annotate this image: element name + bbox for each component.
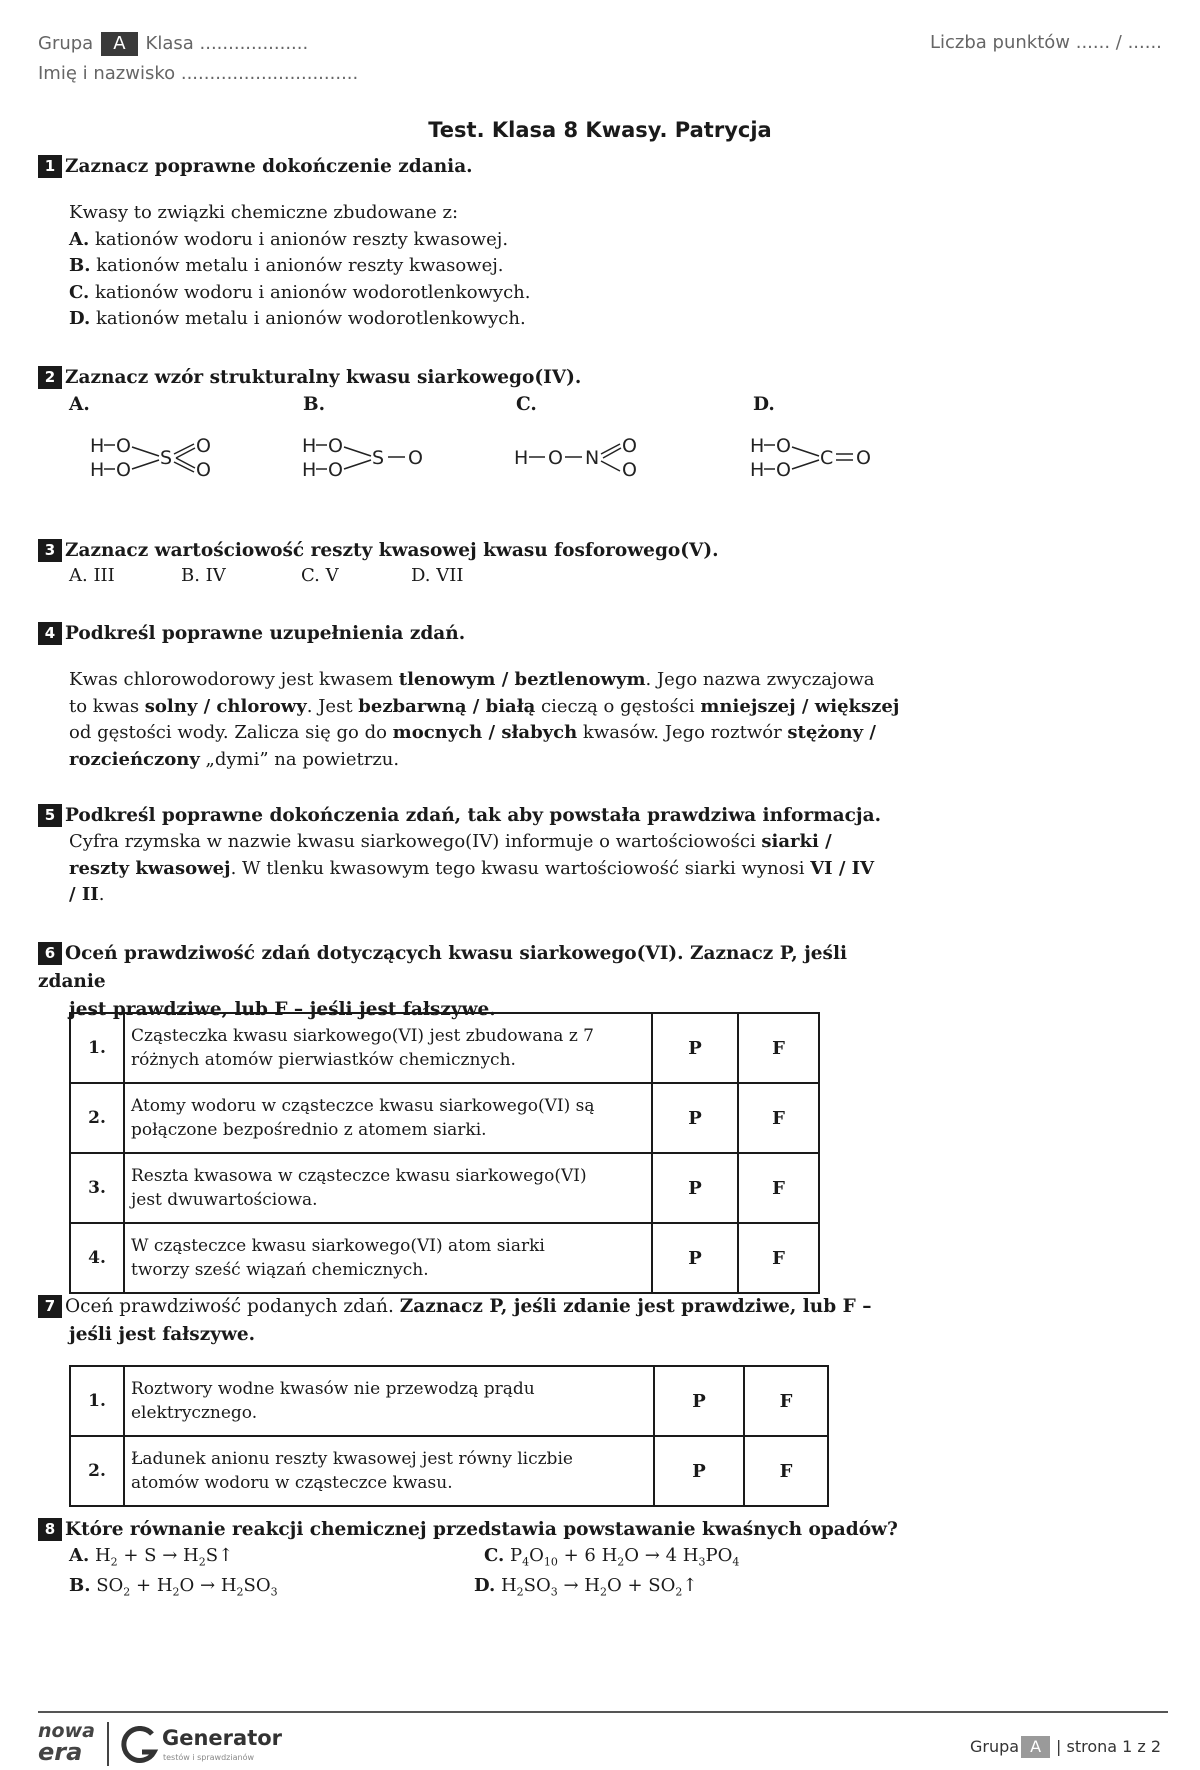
svg-text:H: H [750, 435, 765, 457]
svg-text:O: O [116, 435, 131, 457]
answer-p[interactable]: P [654, 1436, 744, 1506]
answer-f[interactable]: F [738, 1153, 819, 1223]
question-number: 2 [38, 366, 62, 389]
footer-logo-divider [107, 1722, 109, 1766]
question-1-title: 1 Zaznacz poprawne dokończenie zdania. [38, 153, 473, 181]
svg-text:O: O [622, 459, 637, 481]
table-row: 1. Roztwory wodne kwasów nie przewodzą prądu elektrycznego. P F [70, 1366, 828, 1436]
equation-d: D. $H_2SO_3 \to H_2O$ + $SO_2↑$ [474, 1575, 698, 1599]
header-group-row [38, 32, 308, 56]
question-4-line: to kwas solny / chlorowy. Jest bezbarwną / białą cieczą o gęstości mniejszej / większej [69, 695, 900, 717]
option-a: A. kationów wodoru i anionów reszty kwasowej. [69, 228, 509, 250]
choice-color: bezbarwną / białą [358, 695, 536, 717]
svg-text:H: H [90, 435, 105, 457]
table-row: 3. Reszta kwasowa w cząsteczce kwasu siarkowego(VI) jest dwuwartościowa. P F [70, 1153, 819, 1223]
question-5-body [69, 829, 929, 909]
svg-text:N: N [585, 447, 600, 469]
generator-subtitle: testów i sprawdzianów [163, 1753, 254, 1762]
question-3-option-b: B. IV [181, 565, 226, 586]
answer-f[interactable]: F [738, 1223, 819, 1293]
question-4-body [69, 667, 929, 773]
group-badge: A [101, 32, 137, 56]
question-6-title: 6 Oceń prawdziwość zdań dotyczących kwasu siarkowego(VI). Zaznacz P, jeśli zdanie jest prawdziwe, lub F – jeśli jest fałszywe. [38, 943, 848, 1020]
question-8-title: 8 Które równanie reakcji chemicznej przedstawia powstawanie kwaśnych opadów? [38, 1516, 898, 1544]
table-row: 2. Ładunek anionu reszty kwasowej jest równy liczbie atomów wodoru w cząsteczce kwasu. P F [70, 1436, 828, 1506]
svg-text:O: O [328, 435, 343, 457]
class-field: Klasa ................... [145, 33, 309, 54]
table-row: 2. Atomy wodoru w cząsteczce kwasu siarkowego(VI) są połączone bezpośrednio z atomem siarki. P F [70, 1083, 819, 1153]
svg-text:H: H [302, 459, 317, 481]
question-3-option-d: D. VII [411, 565, 464, 586]
svg-text:O: O [328, 459, 343, 481]
choice-element: siarki / [761, 831, 832, 852]
generator-logo-icon [120, 1726, 160, 1768]
structure-c-formula [512, 432, 652, 482]
choice-strength: mocnych / słabych [392, 722, 578, 743]
question-5-line: reszty kwasowej. W tlenku kwasowym tego kwasu wartościowość siarki wynosi VI / IV [69, 857, 875, 879]
question-number: 6 [38, 942, 62, 965]
answer-p[interactable]: P [652, 1153, 738, 1223]
question-number: 7 [38, 1295, 62, 1318]
answer-p[interactable]: P [654, 1366, 744, 1436]
svg-text:S: S [372, 447, 385, 469]
svg-text:H: H [514, 447, 529, 469]
choice-concentration: stężony / [787, 722, 876, 743]
svg-text:H: H [302, 435, 317, 457]
structure-c-label: C. [516, 394, 537, 415]
table-row: 4. W cząsteczce kwasu siarkowego(VI) atom siarki tworzy sześć wiązań chemicznych. P F [70, 1223, 819, 1293]
question-5-title: 5 Podkreśl poprawne dokończenia zdań, tak aby powstała prawdziwa informacja. [38, 802, 881, 830]
answer-f[interactable]: F [738, 1013, 819, 1083]
svg-text:S: S [160, 447, 173, 469]
answer-f[interactable]: F [738, 1083, 819, 1153]
question-2-title: 2 Zaznacz wzór strukturalny kwasu siarkowego(IV). [38, 364, 581, 392]
option-d: D. kationów metalu i anionów wodorotlenkowych. [69, 308, 526, 329]
choice-oxygen: tlenowym / beztlenowym [398, 669, 646, 690]
nowa-era-logo: nowa era [38, 1720, 95, 1766]
group-label: Grupa [38, 33, 94, 54]
option-c: C. kationów wodoru i anionów wodorotlenkowych. [69, 281, 531, 303]
svg-text:O: O [776, 459, 791, 481]
generator-name: Generator [162, 1726, 283, 1750]
question-4-line: Kwas chlorowodorowy jest kwasem tlenowym / beztlenowym. Jego nazwa zwyczajowa [69, 669, 875, 690]
question-number: 5 [38, 804, 62, 827]
question-1-body [69, 200, 899, 333]
question-4-title: 4 Podkreśl poprawne uzupełnienia zdań. [38, 620, 465, 648]
footer-group-badge: A [1021, 1736, 1050, 1758]
svg-text:H: H [750, 459, 765, 481]
svg-text:H: H [90, 459, 105, 481]
equation-c: C. $P_4O_{10} + 6$ $H_2O \to 4$ $H_3PO_4$ [484, 1545, 740, 1569]
name-field: Imię i nazwisko ............................... [38, 63, 359, 84]
svg-text:O: O [548, 447, 563, 469]
question-4-line: od gęstości wody. Zalicza się go do mocnych / słabych kwasów. Jego roztwór stężony / [69, 722, 876, 743]
svg-text:O: O [116, 459, 131, 481]
question-1-stem: Kwasy to związki chemiczne zbudowane z: [69, 202, 459, 223]
svg-text:C: C [820, 447, 834, 469]
structure-d-formula [748, 432, 878, 482]
table-row: 1. Cząsteczka kwasu siarkowego(VI) jest zbudowana z 7 różnych atomów pierwiastków chemicznych. P F [70, 1013, 819, 1083]
choice-valence: VI / IV [810, 857, 875, 879]
structure-b-label: B. [303, 394, 326, 415]
svg-text:O: O [622, 435, 637, 457]
structure-b-formula [300, 432, 430, 482]
question-number: 4 [38, 622, 62, 645]
svg-text:O: O [196, 459, 211, 481]
footer-page-info: Grupa A | strona 1 z 2 [970, 1737, 1162, 1756]
structure-a-formula [88, 432, 218, 482]
question-6-table [69, 1012, 820, 1294]
choice-name: solny / chlorowy [144, 695, 307, 717]
question-7-table [69, 1365, 829, 1507]
footer-divider [38, 1711, 1168, 1713]
question-7-title: 7 Oceń prawdziwość podanych zdań. Zaznacz P, jeśli zdanie jest prawdziwe, lub F – jeśli jest fałszywe. [38, 1293, 918, 1349]
question-5-line: / II. [69, 884, 105, 905]
question-3-option-c: C. V [301, 565, 339, 586]
question-4-line: rozcieńczony „dymi” na powietrzu. [69, 748, 400, 770]
equation-b: B. $SO_2 + H_2O \to H_2SO_3$ [69, 1575, 278, 1599]
svg-text:O: O [408, 447, 423, 469]
choice-density: mniejszej / większej [700, 695, 900, 717]
answer-p[interactable]: P [652, 1083, 738, 1153]
svg-text:O: O [196, 435, 211, 457]
option-b: B. kationów metalu i anionów reszty kwasowej. [69, 255, 504, 276]
svg-text:O: O [856, 447, 871, 469]
answer-p[interactable]: P [652, 1013, 738, 1083]
answer-f[interactable]: F [744, 1366, 828, 1436]
question-number: 1 [38, 155, 62, 178]
answer-f[interactable]: F [744, 1436, 828, 1506]
points-field: Liczba punktów ...... / ...... [930, 32, 1162, 53]
page-title: Test. Klasa 8 Kwasy. Patrycja [428, 118, 772, 142]
question-5-line: Cyfra rzymska w nazwie kwasu siarkowego(IV) informuje o wartościowości siarki / [69, 831, 832, 852]
structure-d-label: D. [753, 394, 775, 415]
svg-text:O: O [776, 435, 791, 457]
question-3-title: 3 Zaznacz wartościowość reszty kwasowej kwasu fosforowego(V). [38, 537, 719, 565]
question-number: 8 [38, 1518, 62, 1541]
answer-p[interactable]: P [652, 1223, 738, 1293]
structure-a-label: A. [69, 394, 90, 415]
question-3-option-a: A. III [69, 565, 115, 586]
equation-a: A. $H_2 + S$ → $H_2S↑$ [69, 1545, 234, 1569]
question-number: 3 [38, 539, 62, 562]
